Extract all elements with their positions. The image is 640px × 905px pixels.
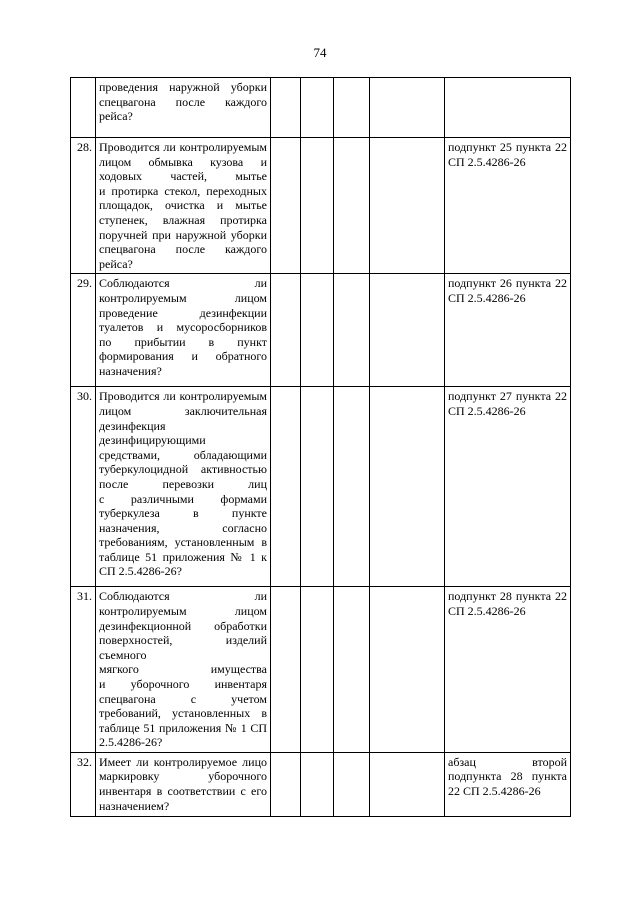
question-cell	[96, 138, 271, 274]
question-line: рейса?	[99, 109, 133, 124]
table-row	[71, 587, 571, 753]
answer-cell	[370, 78, 445, 138]
question-line: лицом обмывка кузова и	[99, 154, 267, 169]
answer-cell	[271, 387, 301, 587]
answer-cell	[301, 387, 334, 587]
question-line: спецвагона с учетом	[99, 691, 267, 706]
answer-cell	[334, 387, 370, 587]
question-line: контролируемым лицом	[99, 290, 267, 305]
answer-cell	[271, 752, 301, 816]
question-line: Соблюдаются ли	[99, 276, 267, 291]
question-line: туалетов и мусоросборников	[99, 320, 267, 335]
question-line: проведения наружной уборки	[99, 80, 267, 94]
question-cell	[96, 752, 271, 816]
question-line: назначения?	[99, 363, 162, 378]
answer-cell	[370, 387, 445, 587]
question-line: контролируемым лицом	[99, 603, 267, 618]
question-cell	[96, 78, 271, 138]
checklist-table	[70, 77, 571, 817]
question-line: средствами, обладающими	[99, 447, 267, 462]
answer-cell	[334, 752, 370, 816]
answer-cell	[271, 587, 301, 753]
answer-cell	[334, 274, 370, 387]
reference-cell	[445, 387, 571, 587]
question-line: поручней при наружной уборки	[99, 227, 267, 242]
answer-cell	[301, 587, 334, 753]
question-line: мягкого имущества	[99, 662, 267, 677]
answer-cell	[301, 138, 334, 274]
reference-cell	[445, 78, 571, 138]
reference-cell	[445, 274, 571, 387]
question-line: таблице 51 приложения № 1 СП	[99, 720, 267, 735]
question-line: формирования и обратного	[99, 349, 267, 364]
question-line: Имеет ли контролируемое лицо	[99, 754, 267, 769]
table-row	[71, 274, 571, 387]
table-row	[71, 138, 571, 274]
reference-line: СП 2.5.4286-26	[448, 290, 526, 305]
answer-cell	[301, 274, 334, 387]
answer-cell	[271, 138, 301, 274]
reference-cell	[445, 587, 571, 753]
answer-cell	[271, 274, 301, 387]
question-line: дезинфекция	[99, 418, 166, 433]
question-line: спецвагона после каждого	[99, 94, 267, 109]
question-cell	[96, 274, 271, 387]
reference-line: СП 2.5.4286-26	[448, 603, 526, 618]
reference-line: абзац второй	[448, 754, 567, 769]
reference-line: СП 2.5.4286-26	[448, 154, 526, 169]
reference-line: подпункт 26 пункта 22	[448, 276, 567, 291]
question-line: 2.5.4286-26?	[99, 735, 163, 750]
question-line: назначением?	[99, 798, 170, 813]
question-line: поверхностей, изделий съемного	[99, 633, 267, 662]
answer-cell	[370, 752, 445, 816]
table-row	[71, 387, 571, 587]
question-line: таблице 51 приложения № 1 к	[99, 549, 267, 564]
reference-cell	[445, 752, 571, 816]
question-line: ходовых частей, мытье	[99, 169, 267, 184]
reference-line: 22 СП 2.5.4286-26	[448, 784, 541, 799]
row-number: 30.	[71, 387, 96, 587]
answer-cell	[370, 274, 445, 387]
question-line: спецвагона после каждого	[99, 242, 267, 257]
question-line: площадок, очистка и мытье	[99, 198, 267, 213]
answer-cell	[334, 587, 370, 753]
question-line: проведение дезинфекции	[99, 305, 267, 320]
row-number: 29.	[71, 274, 96, 387]
reference-line: подпункта 28 пункта	[448, 769, 567, 784]
row-number	[71, 78, 96, 138]
question-line: после перевозки лиц	[99, 476, 267, 491]
question-line: Соблюдаются ли	[99, 589, 267, 604]
page-number: 74	[313, 45, 327, 60]
table-row	[71, 752, 571, 816]
row-number: 28.	[71, 138, 96, 274]
question-line: требованиям, установленным в	[99, 535, 267, 550]
answer-cell	[334, 138, 370, 274]
row-number: 32.	[71, 752, 96, 816]
question-line: СП 2.5.4286-26?	[99, 564, 182, 579]
reference-cell	[445, 138, 571, 274]
question-line: маркировку уборочного	[99, 769, 267, 784]
question-line: туберкулоцидной активностью	[99, 462, 267, 477]
question-line: назначения, согласно	[99, 520, 267, 535]
question-cell	[96, 387, 271, 587]
reference-line: подпункт 27 пункта 22	[448, 389, 567, 404]
question-cell	[96, 587, 271, 753]
question-line: и протирка стекол, переходных	[99, 183, 267, 198]
reference-line: подпункт 28 пункта 22	[448, 589, 567, 604]
row-number: 31.	[71, 587, 96, 753]
question-line: туберкулеза в пункте	[99, 506, 267, 521]
question-line: рейса?	[99, 256, 133, 271]
question-line: дезинфекционной обработки	[99, 618, 267, 633]
question-line: ступенек, влажная протирка	[99, 212, 267, 227]
reference-line: подпункт 25 пункта 22	[448, 140, 567, 154]
question-line: по прибытии в пункт	[99, 334, 267, 349]
question-line: с различными формами	[99, 491, 267, 506]
table-row	[71, 78, 571, 138]
question-line: инвентаря в соответствии с его	[99, 784, 267, 799]
question-line: требований, установленных в	[99, 706, 267, 721]
question-line: дезинфицирующими	[99, 433, 206, 448]
answer-cell	[301, 752, 334, 816]
question-line: лицом заключительная	[99, 403, 267, 418]
question-line: и уборочного инвентаря	[99, 676, 267, 691]
answer-cell	[301, 78, 334, 138]
answer-cell	[334, 78, 370, 138]
answer-cell	[370, 587, 445, 753]
question-line: Проводится ли контролируемым	[99, 140, 267, 154]
answer-cell	[271, 78, 301, 138]
reference-line: СП 2.5.4286-26	[448, 403, 526, 418]
question-line: Проводится ли контролируемым	[99, 389, 267, 404]
answer-cell	[370, 138, 445, 274]
